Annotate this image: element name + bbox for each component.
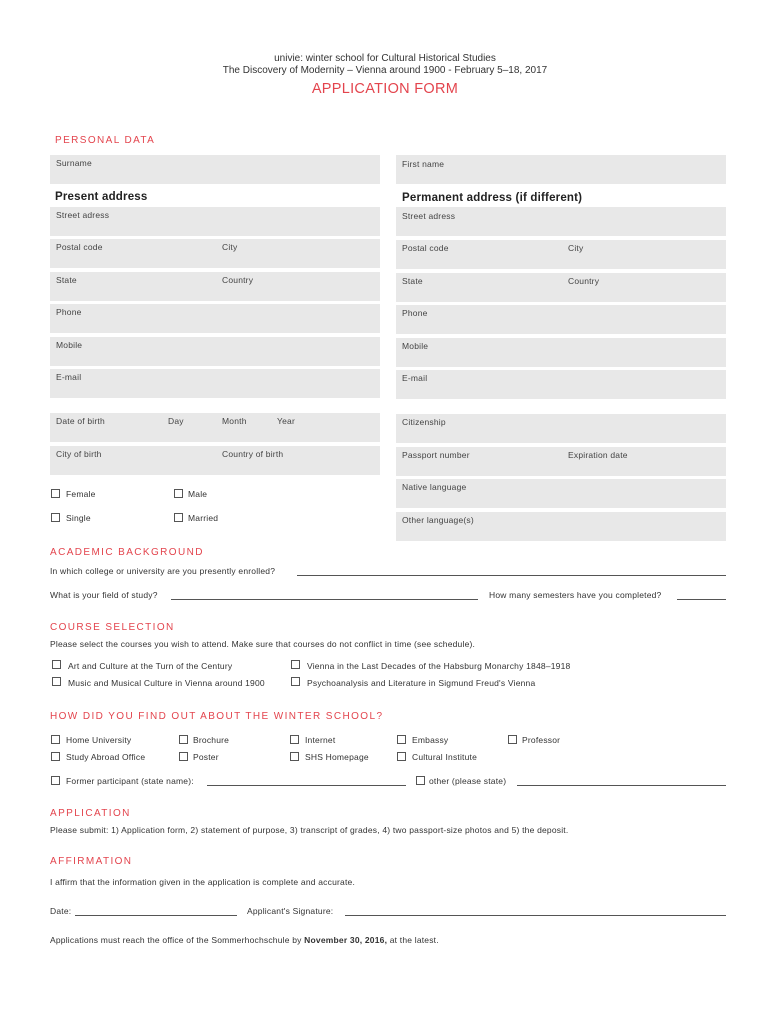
professor-checkbox[interactable] [508, 735, 517, 744]
present-email-label: E-mail [56, 372, 82, 382]
expiration-date-label: Expiration date [568, 450, 628, 460]
embassy-checkbox[interactable] [397, 735, 406, 744]
home-university-checkbox[interactable] [51, 735, 60, 744]
permanent-state-label: State [402, 276, 423, 286]
country-of-birth-label: Country of birth [222, 449, 284, 459]
cultural-institute-checkbox[interactable] [397, 752, 406, 761]
female-checkbox[interactable] [51, 489, 60, 498]
passport-number-label: Passport number [402, 450, 470, 460]
permanent-email-field[interactable] [396, 370, 726, 399]
course-instruction: Please select the courses you wish to attend. Make sure that courses do not conflict in time (see schedule). [50, 639, 476, 649]
semesters-question: How many semesters have you completed? [489, 590, 662, 600]
course-3-checkbox[interactable] [52, 677, 61, 686]
home-university-label: Home University [66, 735, 132, 745]
course-4-checkbox[interactable] [291, 677, 300, 686]
former-participant-label: Former participant (state name): [66, 776, 194, 786]
present-mobile-label: Mobile [56, 340, 83, 350]
permanent-country-label: Country [568, 276, 600, 286]
form-title: APPLICATION FORM [311, 81, 459, 97]
deadline-pre: Applications must reach the office of the Sommerhochschule by [50, 935, 305, 945]
section-personal-data: PERSONAL DATA [55, 135, 156, 146]
section-application: APPLICATION [50, 808, 131, 819]
semesters-answer-line[interactable] [677, 599, 726, 600]
signature-line[interactable] [345, 915, 726, 916]
present-country-label: Country [222, 275, 254, 285]
female-label: Female [66, 489, 96, 499]
permanent-phone-field[interactable] [396, 305, 726, 334]
section-how-found: HOW DID YOU FIND OUT ABOUT THE WINTER SCHOOL? [50, 711, 384, 722]
married-checkbox[interactable] [174, 513, 183, 522]
permanent-mobile-label: Mobile [402, 341, 429, 351]
cultural-institute-label: Cultural Institute [412, 752, 478, 762]
former-participant-checkbox[interactable] [51, 776, 60, 785]
date-label: Date: [50, 906, 72, 916]
internet-label: Internet [305, 735, 336, 745]
surname-field[interactable] [50, 155, 380, 184]
surname-label: Surname [56, 158, 92, 168]
embassy-label: Embassy [412, 735, 449, 745]
professor-label: Professor [522, 735, 561, 745]
shs-homepage-checkbox[interactable] [290, 752, 299, 761]
field-of-study-question: What is your field of study? [50, 590, 158, 600]
present-state-country-field[interactable] [50, 272, 380, 301]
permanent-phone-label: Phone [402, 308, 428, 318]
study-abroad-checkbox[interactable] [51, 752, 60, 761]
city-of-birth-label: City of birth [56, 449, 102, 459]
present-phone-label: Phone [56, 307, 82, 317]
native-language-label: Native language [402, 482, 467, 492]
present-phone-field[interactable] [50, 304, 380, 333]
first-name-label: First name [402, 159, 445, 169]
present-address-heading: Present address [55, 191, 148, 203]
male-label: Male [188, 489, 208, 499]
single-label: Single [66, 513, 91, 523]
study-abroad-label: Study Abroad Office [66, 752, 146, 762]
present-city-label: City [222, 242, 238, 252]
date-of-birth-label: Date of birth [56, 416, 105, 426]
male-checkbox[interactable] [174, 489, 183, 498]
month-label: Month [222, 416, 247, 426]
deadline-date: November 30, 2016, [304, 935, 388, 945]
present-postal-code-label: Postal code [56, 242, 103, 252]
other-label: other (please state) [429, 776, 507, 786]
section-course-selection: COURSE SELECTION [50, 622, 175, 633]
married-label: Married [188, 513, 219, 523]
permanent-address-heading: Permanent address (if different) [402, 192, 583, 204]
header-line-2: The Discovery of Modernity – Vienna around 1900 - February 5–18, 2017 [222, 65, 548, 76]
permanent-state-country-field[interactable] [396, 273, 726, 302]
course-4-label: Psychoanalysis and Literature in Sigmund Freud's Vienna [307, 678, 536, 688]
course-1-label: Art and Culture at the Turn of the Century [68, 661, 233, 671]
permanent-street-label: Street adress [402, 211, 456, 221]
section-academic-background: ACADEMIC BACKGROUND [50, 547, 204, 558]
permanent-postal-code-label: Postal code [402, 243, 449, 253]
deadline-text [50, 935, 439, 945]
course-3-label: Music and Musical Culture in Vienna around 1900 [68, 678, 265, 688]
college-question: In which college or university are you presently enrolled? [50, 566, 276, 576]
brochure-label: Brochure [193, 735, 230, 745]
citizenship-label: Citizenship [402, 417, 446, 427]
header-line-1: univie: winter school for Cultural Historical Studies [274, 53, 496, 64]
present-state-label: State [56, 275, 77, 285]
application-text: Please submit: 1) Application form, 2) statement of purpose, 3) transcript of grades, 4) two passport-size photos and 5) the deposit. [50, 825, 569, 835]
other-checkbox[interactable] [416, 776, 425, 785]
single-checkbox[interactable] [51, 513, 60, 522]
section-affirmation: AFFIRMATION [50, 856, 133, 867]
deadline-post: at the latest. [387, 935, 439, 945]
field-of-study-answer-line[interactable] [171, 599, 478, 600]
present-email-field[interactable] [50, 369, 380, 398]
date-line[interactable] [75, 915, 237, 916]
day-label: Day [168, 416, 184, 426]
other-languages-label: Other language(s) [402, 515, 474, 525]
internet-checkbox[interactable] [290, 735, 299, 744]
poster-label: Poster [193, 752, 219, 762]
poster-checkbox[interactable] [179, 752, 188, 761]
course-1-checkbox[interactable] [52, 660, 61, 669]
permanent-city-label: City [568, 243, 584, 253]
permanent-mobile-field[interactable] [396, 338, 726, 367]
present-mobile-field[interactable] [50, 337, 380, 366]
brochure-checkbox[interactable] [179, 735, 188, 744]
affirmation-text: I affirm that the information given in the application is complete and accurate. [50, 877, 356, 887]
course-2-checkbox[interactable] [291, 660, 300, 669]
permanent-email-label: E-mail [402, 373, 428, 383]
signature-label: Applicant's Signature: [247, 906, 334, 916]
other-answer-line[interactable] [517, 785, 726, 786]
first-name-field[interactable] [396, 155, 726, 184]
college-answer-line[interactable] [297, 575, 726, 576]
present-street-label: Street adress [56, 210, 110, 220]
former-participant-line[interactable] [207, 785, 406, 786]
shs-homepage-label: SHS Homepage [305, 752, 369, 762]
course-2-label: Vienna in the Last Decades of the Habsburg Monarchy 1848–1918 [307, 661, 571, 671]
year-label: Year [277, 416, 295, 426]
